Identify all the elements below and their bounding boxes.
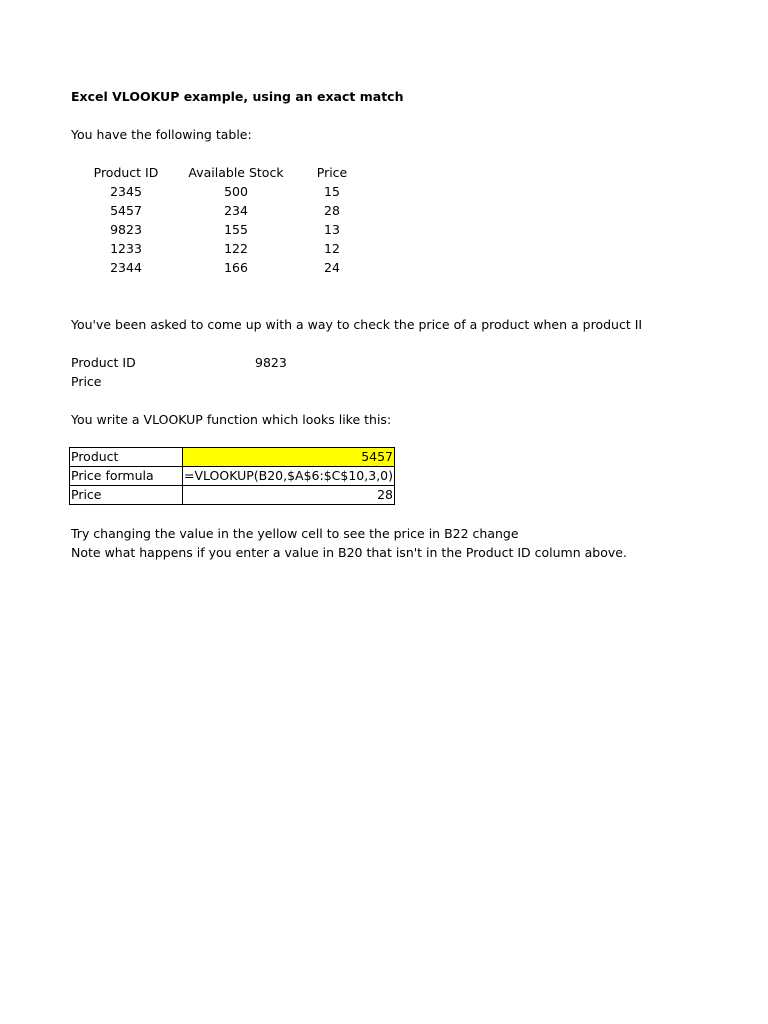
- cell-available-stock[interactable]: 234: [224, 203, 248, 218]
- header-product-id: Product ID: [93, 165, 159, 180]
- cell-price[interactable]: 15: [324, 184, 340, 199]
- table-row: [71, 201, 373, 220]
- stock-table-header-row: [71, 163, 373, 182]
- table-row: [71, 220, 373, 239]
- cell-product-id[interactable]: 9823: [110, 222, 142, 237]
- cell-available-stock[interactable]: 166: [224, 260, 248, 275]
- cell-available-stock[interactable]: 500: [224, 184, 248, 199]
- price-result-cell[interactable]: 28: [183, 486, 395, 505]
- cell-available-stock[interactable]: 122: [224, 241, 248, 256]
- cell-price[interactable]: 12: [324, 241, 340, 256]
- note-text-2: Note what happens if you enter a value in B20 that isn't in the Product ID column above.: [71, 545, 627, 560]
- cell-product-id[interactable]: 2344: [110, 260, 142, 275]
- vlookup-intro-text: You write a VLOOKUP function which looks like this:: [71, 412, 392, 427]
- vlookup-table: [69, 447, 395, 505]
- price-result-label: Price: [70, 486, 183, 505]
- table-row: [71, 182, 373, 201]
- cell-product-id[interactable]: 5457: [110, 203, 142, 218]
- cell-product-id[interactable]: 1233: [110, 241, 142, 256]
- note-text-1: Try changing the value in the yellow cell to see the price in B22 change: [71, 526, 519, 541]
- header-available-stock: Available Stock: [188, 165, 284, 180]
- cell-available-stock[interactable]: 155: [224, 222, 248, 237]
- lookup-price-label: Price: [71, 374, 102, 389]
- page-title: Excel VLOOKUP example, using an exact match: [71, 89, 404, 104]
- task-text: You've been asked to come up with a way to check the price of a product when a product II: [71, 317, 643, 332]
- table-row: [71, 239, 373, 258]
- price-formula-cell[interactable]: =VLOOKUP(B20,$A$6:$C$10,3,0): [183, 467, 395, 486]
- price-formula-label: Price formula: [70, 467, 183, 486]
- table-row: [71, 258, 373, 277]
- stock-table: [71, 163, 373, 277]
- lookup-product-id-value[interactable]: 9823: [255, 355, 287, 370]
- product-label: Product: [70, 448, 183, 467]
- table-row: [70, 486, 395, 505]
- intro-text: You have the following table:: [71, 127, 252, 142]
- cell-price[interactable]: 24: [324, 260, 340, 275]
- cell-price[interactable]: 13: [324, 222, 340, 237]
- table-row: [70, 448, 395, 467]
- cell-price[interactable]: 28: [324, 203, 340, 218]
- cell-product-id[interactable]: 2345: [110, 184, 142, 199]
- header-price: Price: [316, 165, 348, 180]
- lookup-product-id-label: Product ID: [71, 355, 136, 370]
- table-row: [70, 467, 395, 486]
- product-input-cell[interactable]: 5457: [183, 448, 395, 467]
